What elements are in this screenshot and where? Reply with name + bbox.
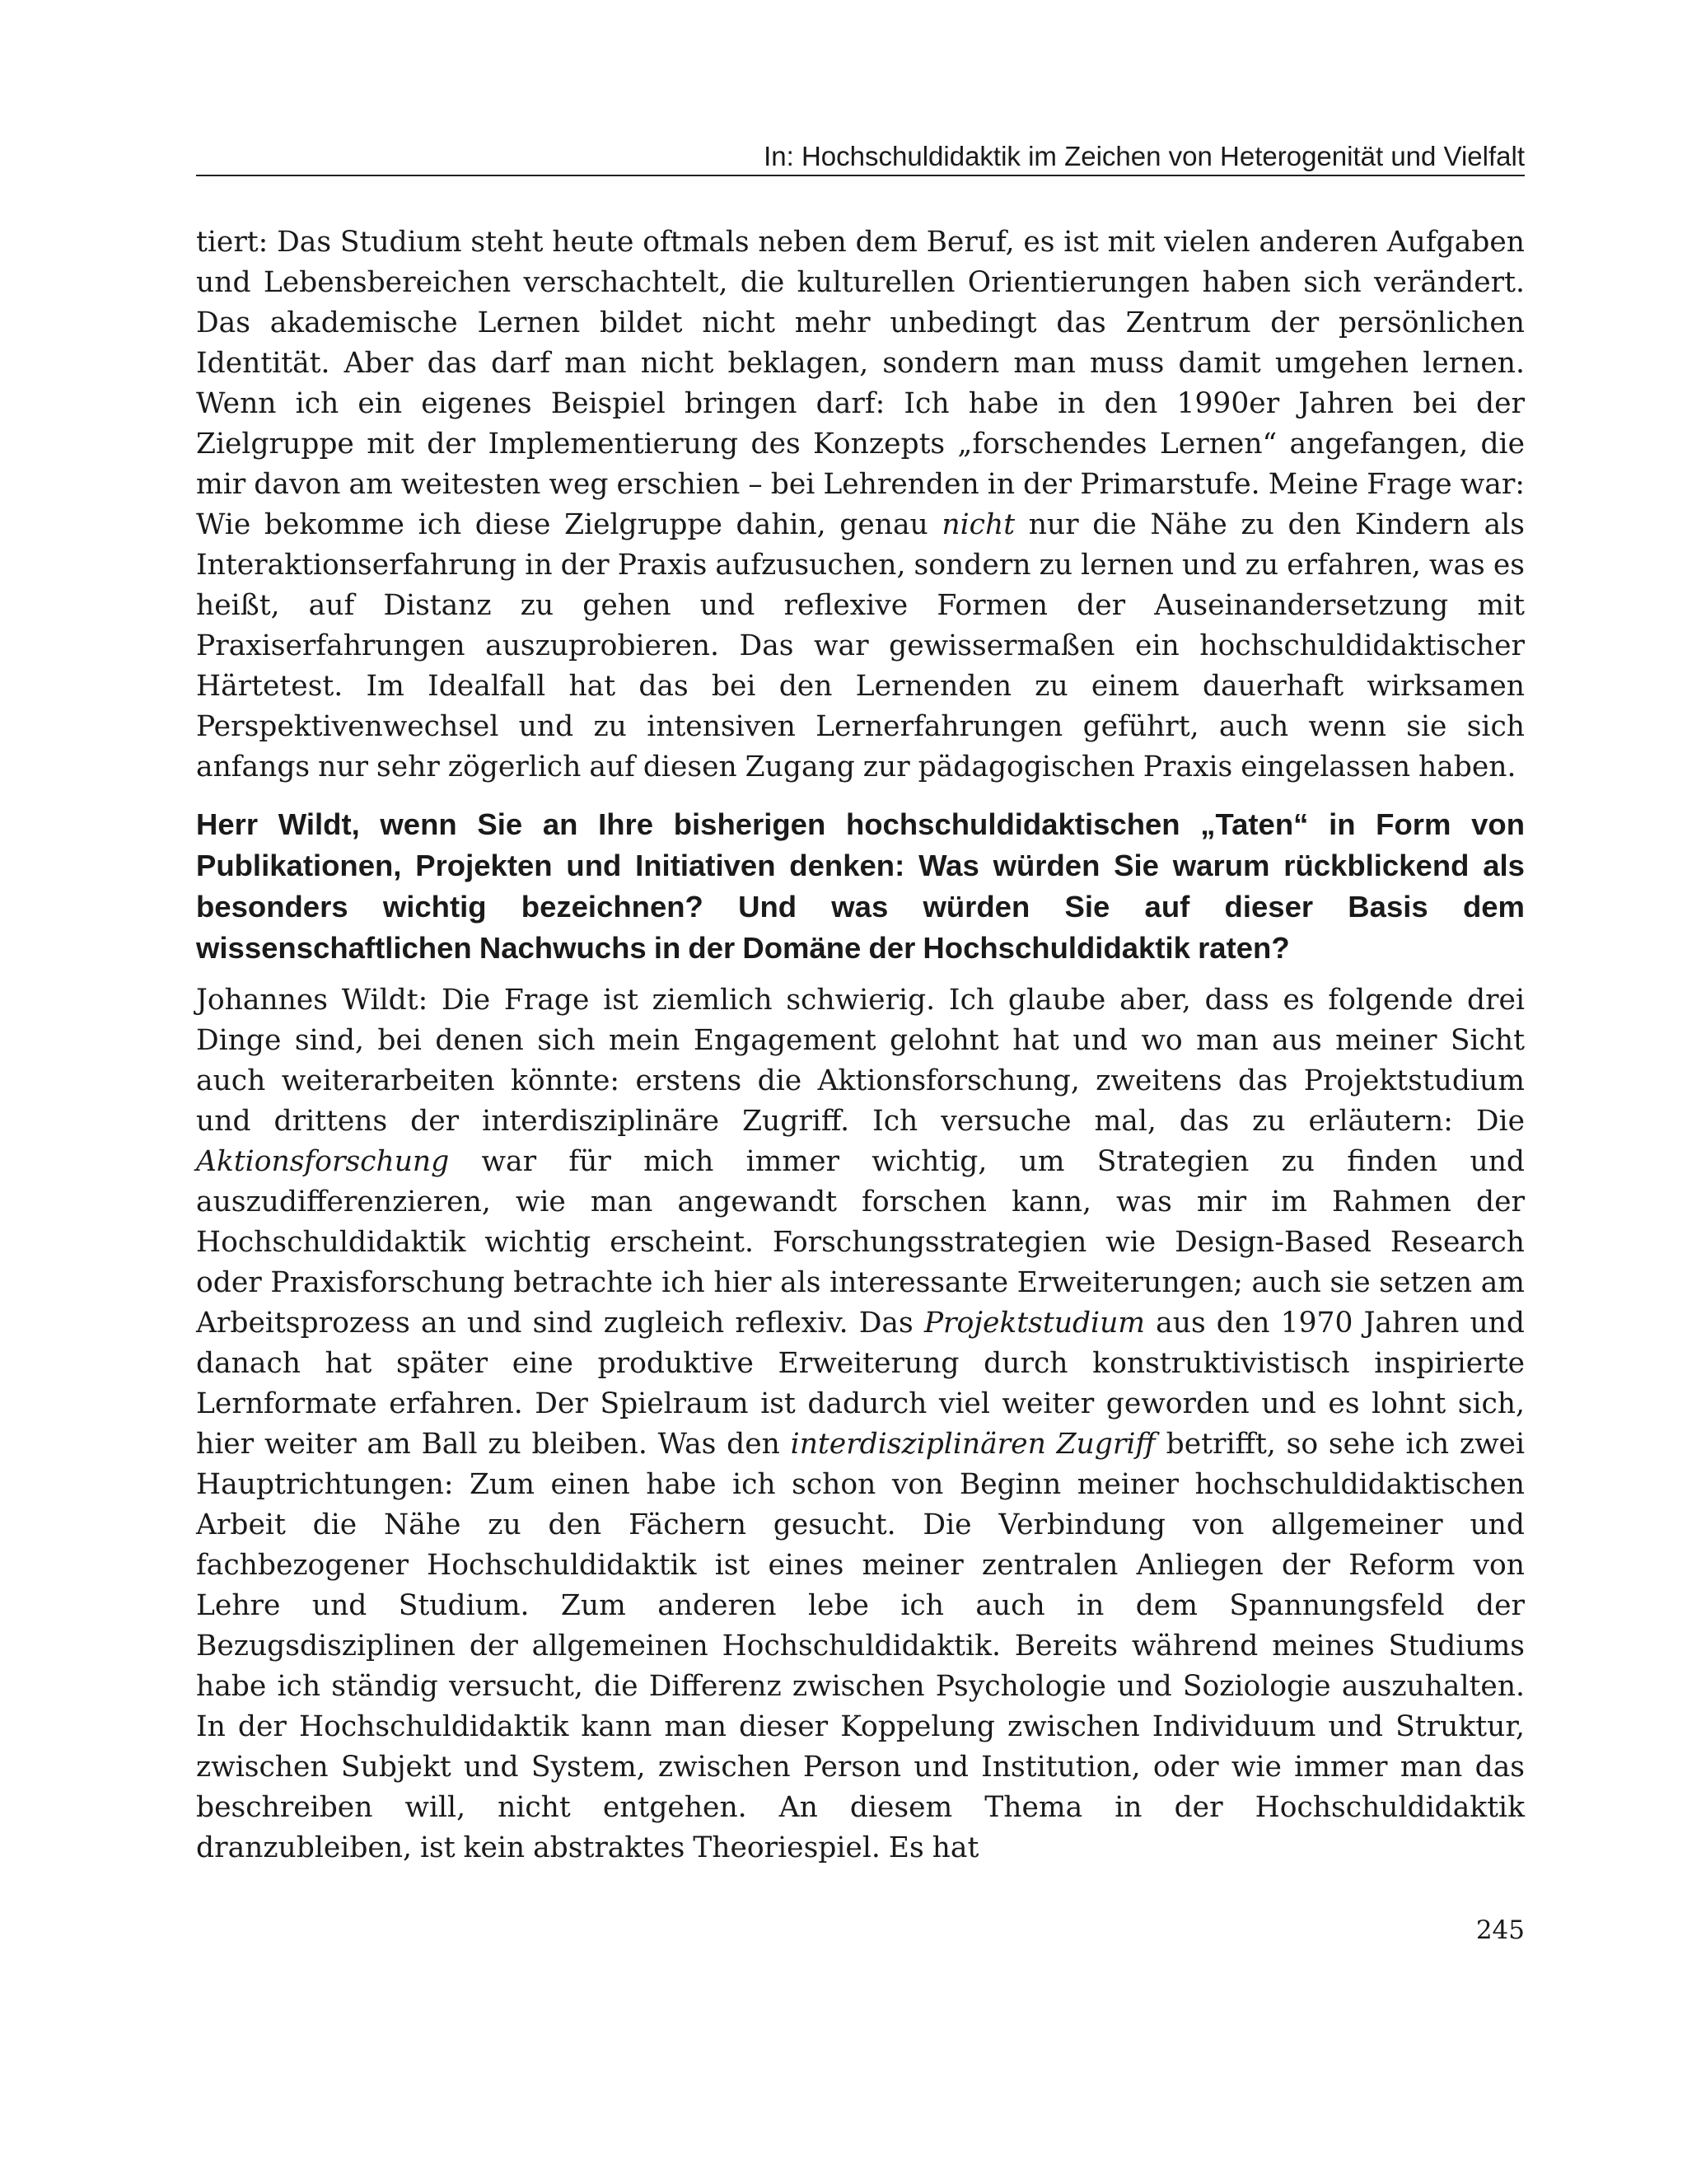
page-body bbox=[196, 222, 1525, 1868]
answer-text: war für mich immer wichtig, um Strategien zu finden und auszudifferenzieren, wie man angewandt forschen kann, was mir im Rahmen der Hochschuldidaktik wichtig erscheint. Forschungsstrategien wie Design-Based Research oder Praxisforschung betrachte ich hier als interessante Erweiterungen; auch sie setzen am Arbeitsprozess an und sind zugleich reflexiv. Das bbox=[196, 1145, 1525, 1340]
answer-text: aus den 1970 Jahren und danach hat später eine produktive Erweiterung durch konstruktivistisch inspirierte Lernformate erfahren. Der Spielraum ist dadurch viel weiter geworden und es lohnt sich, hier weiter am Ball zu bleiben. Was den bbox=[196, 1307, 1525, 1461]
answer-text: Johannes Wildt: Die Frage ist ziemlich schwierig. Ich glaube aber, dass es folgende drei Dinge sind, bei denen sich mein Engagement gelohnt hat und wo man aus meiner Sicht auch weiterarbeiten könnte: erstens die Aktionsforschung, zweitens das Projektstudium und drittens der interdisziplinäre Zugriff. Ich versuche mal, das zu erläutern: Die bbox=[196, 984, 1525, 1138]
emphasis-projektstudium: Projektstudium bbox=[923, 1307, 1146, 1340]
emphasis: nicht bbox=[942, 508, 1016, 541]
page-number: 245 bbox=[1475, 1915, 1525, 1945]
paragraph-text: tiert: Das Studium steht heute oftmals neben dem Beruf, es ist mit vielen anderen Aufgaben und Lebensbereichen verschachtelt, die kulturellen Orientierungen haben sich verändert. Das akademische Lernen bildet nicht mehr unbedingt das Zentrum der persönlichen Identität. Aber das darf man nicht beklagen, sondern man muss damit umgehen lernen. Wenn ich ein eigenes Beispiel bringen darf: Ich habe in den 1990er Jahren bei der Zielgruppe mit der Implementierung des Konzepts „forschendes Lernen“ angefangen, die mir davon am weitesten weg erschien – bei Lehrenden in der Primarstufe. Meine Frage war: Wie bekomme ich diese Zielgruppe dahin, genau bbox=[196, 226, 1525, 541]
running-title: In: Hochschuldidaktik im Zeichen von Heterogenität und Vielfalt bbox=[764, 141, 1525, 171]
interview-answer bbox=[196, 980, 1525, 1868]
paragraph-text: nur die Nähe zu den Kindern als Interaktionserfahrung in der Praxis aufzusuchen, sondern zu lernen und zu erfahren, was es heißt, auf Distanz zu gehen und reflexive Formen der Auseinandersetzung mit Praxiserfahrungen auszuprobieren. Das war gewissermaßen ein hochschuldidaktischer Härtetest. Im Idealfall hat das bei den Lernenden zu einem dauerhaft wirksamen Perspektivenwechsel und zu intensiven Lernerfahrungen geführt, auch wenn sie sich anfangs nur sehr zögerlich auf diesen Zugang zur pädagogischen Praxis eingelassen haben. bbox=[196, 508, 1525, 783]
paragraph-continuation bbox=[196, 222, 1525, 788]
answer-text: betrifft, so sehe ich zwei Hauptrichtungen: Zum einen habe ich schon von Beginn meiner hochschuldidaktischen Arbeit die Nähe zu den Fächern gesucht. Die Verbindung von allgemeiner und fachbezogener Hochschuldidaktik ist eines meiner zentralen Anliegen der Reform von Lehre und Studium. Zum anderen lebe ich auch in dem Spannungsfeld der Bezugsdisziplinen der allgemeinen Hochschuldidaktik. Bereits während meines Studiums habe ich ständig versucht, die Differenz zwischen Psychologie und Soziologie auszuhalten. In der Hochschuldidaktik kann man dieser Koppelung zwischen Individuum und Struktur, zwischen Subjekt und System, zwischen Person und Institution, oder wie immer man das beschreiben will, nicht entgehen. An diesem Thema in der Hochschuldidaktik dranzubleiben, ist kein abstraktes Theoriespiel. Es hat bbox=[196, 1428, 1525, 1864]
interview-question: Herr Wildt, wenn Sie an Ihre bisherigen hochschuldidaktischen „Taten“ in Form von Publikationen, Projekten und Initiativen denken: Was würden Sie warum rückblickend als besonders wichtig bezeichnen? Und was würden Sie auf dieser Basis dem wissenschaftlichen Nachwuchs in der Domäne der Hochschuldidaktik raten? bbox=[196, 807, 1525, 965]
emphasis-aktionsforschung: Aktionsforschung bbox=[196, 1145, 450, 1178]
running-header bbox=[196, 138, 1525, 176]
emphasis-interdisziplinaer: interdisziplinären Zugriff bbox=[790, 1428, 1156, 1461]
